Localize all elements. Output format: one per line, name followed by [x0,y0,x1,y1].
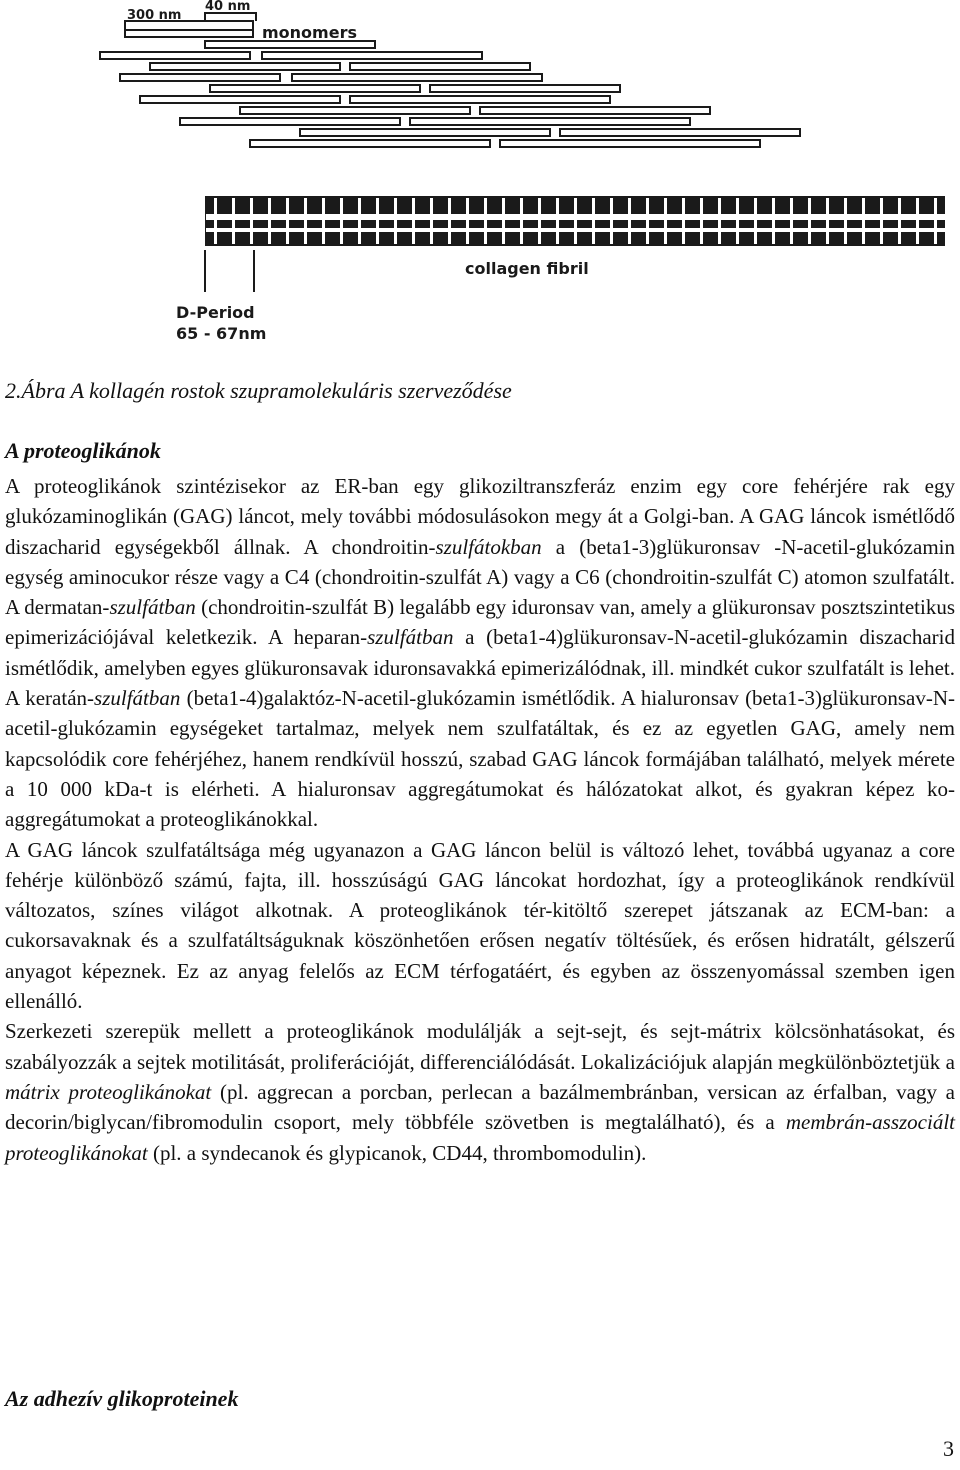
monomer [180,118,400,125]
label-monomers: monomers [262,23,357,42]
italic-term: membrán-asszociált proteoglikánokat [5,1110,955,1165]
section-title-adhesive-glycoproteins: Az adhezív glikoproteinek [5,1386,239,1411]
scale-bar-40nm [205,13,256,21]
label-300nm: 300 nm [127,8,182,23]
collagen-fibril-diagram [0,0,960,350]
italic-term: szulfátban [367,625,454,650]
monomer [140,96,340,103]
monomer [250,140,490,147]
monomer [410,118,690,125]
monomer [292,74,542,81]
text-run: (beta1-4)galaktóz-N-acetil-glukózamin ismétlődik. A hialuronsav (beta1-3)glükuronsav-N-acetil-glukózamin egységeket tartalmaz, melyek nem szulfatáltak, és ez az egyetlen GAG, amely nem kapcsolódik core fehérjéhez, hanem rendkívül hosszú, szabad GAG láncok formájában található, melyek mérete a 10 000 kDa-t is elérheti. A hialuronsav aggregátumokat és hálózatokat alkot, és gyakran képez ko-aggregátumokat a proteoglikánokkal. [5,686,955,832]
figure-caption: 2.Ábra A kollagén rostok szupramolekuláris szerveződése [5,378,512,403]
monomer [430,85,620,92]
text-run: A proteoglikánok szintézisekor az ER-ban egy glikoziltranszferáz enzim egy core fehérjére rak egy glukózaminoglikán (GAG) láncot, mely további módosulásokon megy át a Golgi-ban. A GAG láncok ismétlődő diszacharid egységekből állnak. A chondroitin- [5,474,955,559]
text-run: Szerkezeti szerepük mellett a proteoglikánok modulálják a sejt-sejt, és sejt-mátrix kölcsönhatásokat, és szabályozzák a sejtek motilitását, proliferációját, differenciálódását. Lokalizációjuk alapján megkülönböztetjük a [5,1019,955,1074]
monomer [350,96,610,103]
monomer [100,52,250,59]
paragraph-3 [5,1016,955,1167]
page-number: 3 [943,1436,954,1461]
monomer [262,52,482,59]
italic-term: mátrix proteoglikánokat [5,1079,212,1104]
label-d-period: D-Period [176,303,255,322]
collagen-fibril [205,196,946,246]
monomer [560,129,800,136]
section-title-proteoglycans: A proteoglikánok [5,438,161,463]
monomer [120,74,280,81]
body-text [5,471,955,1168]
monomer [300,129,550,136]
italic-term: szulfátban [109,595,196,620]
text-run: (chondroitin-szulfát B) legalább egy iduronsav van, amely a glükuronsav posztszintetikus epimerizációjával keletkezik. A heparan- [5,595,956,650]
monomer-rows [100,30,800,147]
label-collagen-fibril: collagen fibril [465,259,589,278]
paragraph-2: A GAG láncok szulfatáltsága még ugyanazon a GAG láncon belül is változó lehet, továbbá ugyanaz a core fehérje különböző számú, fajta, ill. hosszúságú GAG láncokat hordozhat, így a proteoglikánok rendkívül változatos, színes világot alkotnak. A proteoglikánok tér-kitöltő szerepet játszanak az ECM-ban: a cukorsavaknak és a szulfatáltságuknak köszönhetően erősen negatív töltésűek, és erősen hidratált, gélszerű anyagot képeznek. Ez az anyag felelős az ECM térfogatáért, és egyben az összenyomással szemben igen ellenálló. [5,837,955,1014]
label-40nm: 40 nm [205,0,251,14]
d-period-bracket [205,250,254,292]
paragraph-1 [5,471,955,835]
text-run: a (beta1-3)glükuronsav -N-acetil-glukózamin egység aminocukor része vagy a C4 (chondroitin-szulfát A) vagy a C6 (chondroitin-szulfát C) atomon szulfatált. A dermatan- [5,534,955,620]
text-run: a (beta1-4)glükuronsav-N-acetil-glukózamin diszacharid ismétlődik, amelyben egyes glükuronsavak iduronsavakká epimerizálódnak, ill. mindkét cukor szulfatált is lehet. A keratán- [5,625,955,711]
monomer [480,107,710,114]
monomer [125,30,253,37]
italic-term: szulfátban [94,686,181,711]
text-run: (pl. a syndecanok és glypicanok, CD44, thrombomodulin). [147,1140,647,1165]
monomer [500,140,760,147]
monomer [240,107,470,114]
label-d-period-value: 65 - 67nm [176,324,267,343]
monomer [150,63,340,70]
italic-term: szulfátokban [435,534,542,559]
monomer [205,41,375,48]
monomer [210,85,420,92]
text-run: (pl. aggrecan a porcban, perlecan a bazálmembránban, versican az érfalban, vagy a decorin/biglycan/fibromodulin csoport, mely többféle szövetben is megtalálható), és a [5,1079,955,1135]
monomer [350,63,530,70]
